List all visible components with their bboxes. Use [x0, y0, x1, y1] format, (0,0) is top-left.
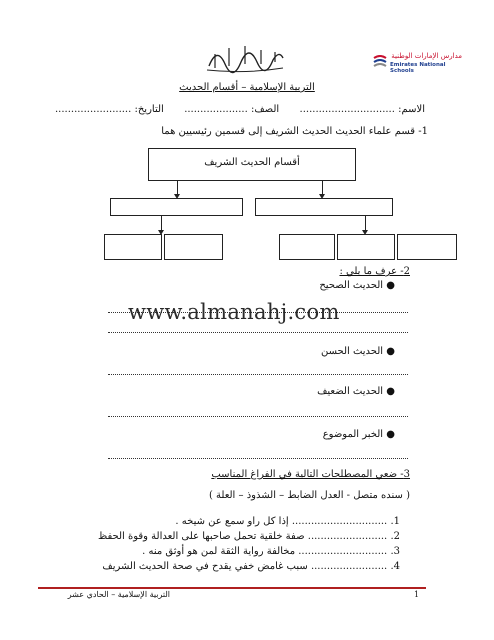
q3-item-number: 1.: [390, 516, 400, 527]
q2-item-label: الخبر الموضوع: [322, 429, 384, 440]
q3-item-text: .............................. إذا كل راو سمع عن شيخه .: [175, 516, 388, 527]
diagram-sub-box[interactable]: [104, 234, 162, 260]
school-name-ar: مدارس الإمارات الوطنية: [391, 52, 462, 60]
q3-heading: 3- ضعي المصطلحات التالية في الفراغ المناسب: [211, 469, 410, 480]
page-number: 1: [414, 590, 420, 599]
q3-item: [97, 531, 400, 542]
q2-item: [250, 429, 395, 440]
diagram-sub-box[interactable]: [337, 234, 395, 260]
q3-item: [100, 561, 400, 572]
diagram-sub-box[interactable]: [164, 234, 223, 260]
grade-field[interactable]: ....................: [184, 104, 248, 115]
diagram-category-box-right[interactable]: [255, 198, 393, 216]
q3-terms: ( سنده متصل - العدل الضابط – الشذوذ – العلة ): [208, 490, 410, 501]
footer-text: التربية الإسلامية – الحادي عشر: [67, 590, 170, 599]
date-field[interactable]: ........................: [55, 104, 132, 115]
q3-item: [150, 516, 400, 527]
answer-line[interactable]: [108, 416, 408, 417]
student-info-row: [55, 104, 425, 118]
diagram-category-box-left[interactable]: [110, 198, 243, 216]
diagram-sub-box[interactable]: [397, 234, 457, 260]
q2-heading: 2- عرف ما يلي :: [339, 266, 410, 277]
diagram-sub-box[interactable]: [279, 234, 335, 260]
answer-line[interactable]: [108, 458, 408, 459]
q3-item-number: 2.: [390, 531, 400, 542]
q3-item-text: ............................ مخالفة رواية الثقة لمن هو أوثق منه .: [142, 546, 388, 557]
diagram-root-box: [148, 148, 356, 181]
bullet-icon: ●: [386, 280, 395, 291]
bullet-icon: ●: [386, 386, 395, 397]
q3-item-number: 4.: [390, 561, 400, 572]
q2-item-label: الحديث الصحيح: [319, 280, 384, 291]
q1-text: 1- قسم علماء الحديث الحديث الشريف إلى قسمين رئيسيين هما: [161, 126, 428, 137]
answer-line[interactable]: [108, 332, 408, 333]
basmala-calligraphy: [205, 40, 285, 74]
q2-item: [250, 386, 395, 397]
school-name-en: Emirates National Schools: [390, 62, 446, 74]
bullet-icon: ●: [386, 346, 395, 357]
watermark-text: www.almanahj.com: [128, 300, 340, 324]
q2-item: [250, 280, 395, 291]
diagram-root-label: أقسام الحديث الشريف: [204, 157, 300, 168]
date-label: التاريخ:: [134, 104, 164, 115]
school-logo-icon: [372, 54, 388, 70]
bullet-icon: ●: [386, 429, 395, 440]
q3-item-number: 3.: [390, 546, 400, 557]
q2-item: [250, 346, 395, 357]
answer-line[interactable]: [108, 374, 408, 375]
q3-item: [120, 546, 400, 557]
page-title: التربية الإسلامية – أقسام الحديث: [179, 82, 315, 93]
q3-item-text: ........................ سبب غامض خفي يقدح في صحة الحديث الشريف: [102, 561, 388, 572]
school-logo: [372, 52, 462, 74]
q2-item-label: الحديث الحسن: [320, 346, 384, 357]
q2-item-label: الحديث الضعيف: [317, 386, 384, 397]
grade-label: الصف:: [250, 104, 280, 115]
basmala-calligraphy-icon: [205, 40, 285, 74]
name-field[interactable]: ..............................: [299, 104, 395, 115]
footer-rule: [38, 587, 426, 589]
q3-item-text: ......................... صفة خلقية تحمل صاحبها على العدالة وقوة الحفظ: [97, 531, 388, 542]
name-label: الاسم:: [398, 104, 425, 115]
